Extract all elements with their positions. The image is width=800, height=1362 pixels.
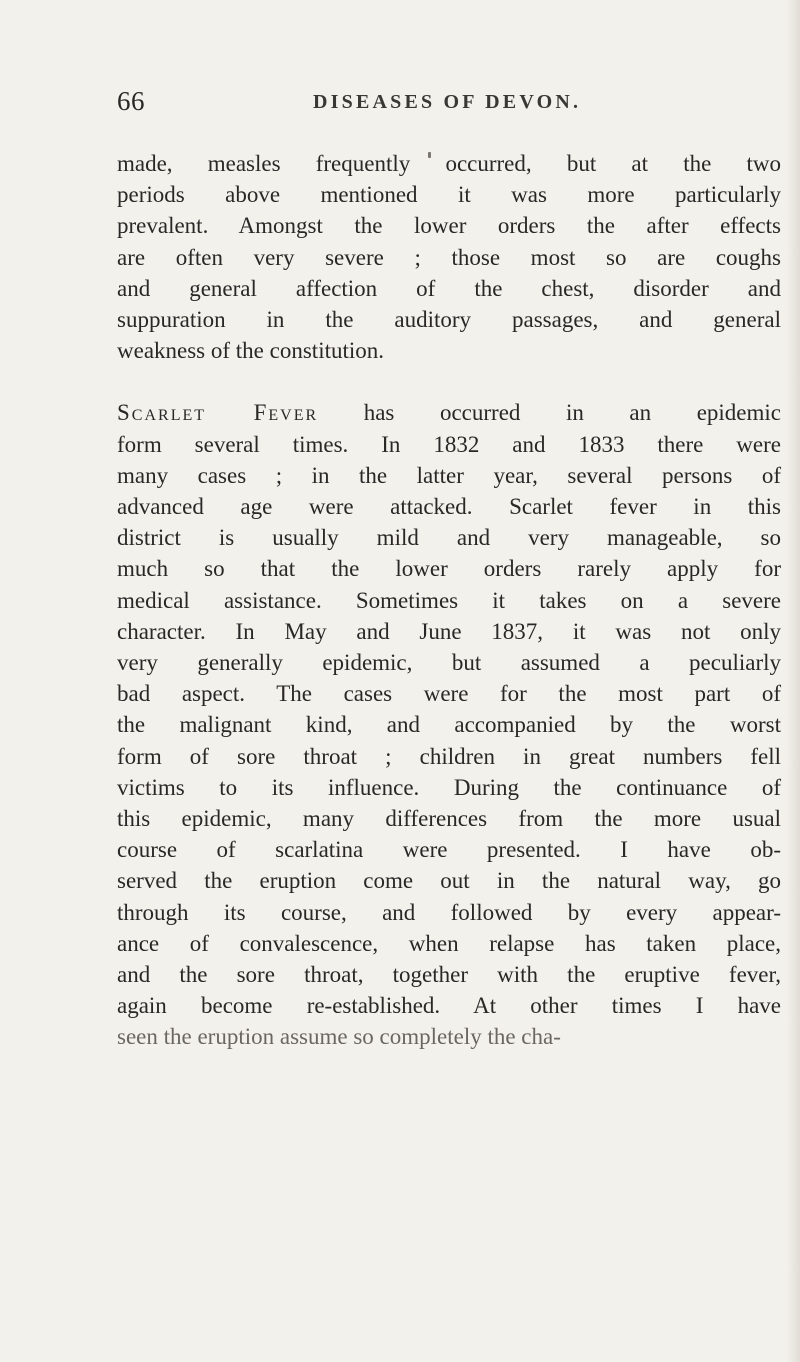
text-line: made, measles frequently occurred, but at the two xyxy=(117,151,781,176)
text-line: this epidemic, many differences from the more usual xyxy=(117,806,781,832)
text-line: medical assistance. Sometimes it takes on a severe xyxy=(117,587,781,613)
text-line: prevalent. Amongst the lower orders the after effects xyxy=(117,213,781,239)
text-line: through its course, and followed by every appear- xyxy=(117,899,781,925)
text-line: form of sore throat ; children in great numbers fell xyxy=(117,743,781,769)
page-number: 66 xyxy=(117,86,145,116)
text-line: ance of convalescence, when relapse has taken place, xyxy=(117,930,781,956)
text-line: the malignant kind, and accompanied by the worst xyxy=(117,712,781,738)
text-line: are often very severe ; those most so are coughs xyxy=(117,244,781,270)
text-line: bad aspect. The cases were for the most part of xyxy=(117,681,781,707)
running-title: DISEASES OF DEVON. xyxy=(313,91,582,113)
paragraph-measles xyxy=(117,148,781,366)
text-line: advanced age were attacked. Scarlet fever in this xyxy=(117,494,781,520)
text-line: course of scarlatina were presented. I have ob- xyxy=(117,837,781,863)
text-line: victims to its influence. During the continuance of xyxy=(117,774,781,800)
section-lead-term: Scarlet Fever xyxy=(117,400,319,426)
text-line: very generally epidemic, but assumed a peculiarly xyxy=(117,650,781,676)
text-line: many cases ; in the latter year, several persons of xyxy=(117,462,781,488)
text-line: much so that the lower orders rarely apply for xyxy=(117,556,781,582)
paragraph-gap xyxy=(117,366,781,397)
text-line: form several times. In 1832 and 1833 there were xyxy=(117,431,781,457)
text-line-lead xyxy=(117,397,781,428)
text-line: again become re-established. At other times I have xyxy=(117,993,781,1019)
text-line: character. In May and June 1837, it was not only xyxy=(117,618,781,644)
text-line: seen the eruption assume so completely the cha- xyxy=(117,1024,561,1050)
text-line: periods above mentioned it was more particularly xyxy=(117,182,781,208)
lead-line-rest: has occurred in an epidemic xyxy=(318,400,782,426)
text-line: served the eruption come out in the natural way, go xyxy=(117,868,781,894)
paragraph-scarlet-fever xyxy=(117,397,781,1052)
page-edge-shadow xyxy=(786,0,800,1362)
running-head xyxy=(117,86,677,116)
body-text xyxy=(117,148,781,1053)
text-line: weakness of the constitution. xyxy=(117,338,385,364)
text-line: and the sore throat, together with the eruptive fever, xyxy=(117,962,781,988)
text-line: and general affection of the chest, disorder and xyxy=(117,275,781,301)
text-line: suppuration in the auditory passages, and general xyxy=(117,307,781,333)
text-line: district is usually mild and very manageable, so xyxy=(117,525,781,551)
